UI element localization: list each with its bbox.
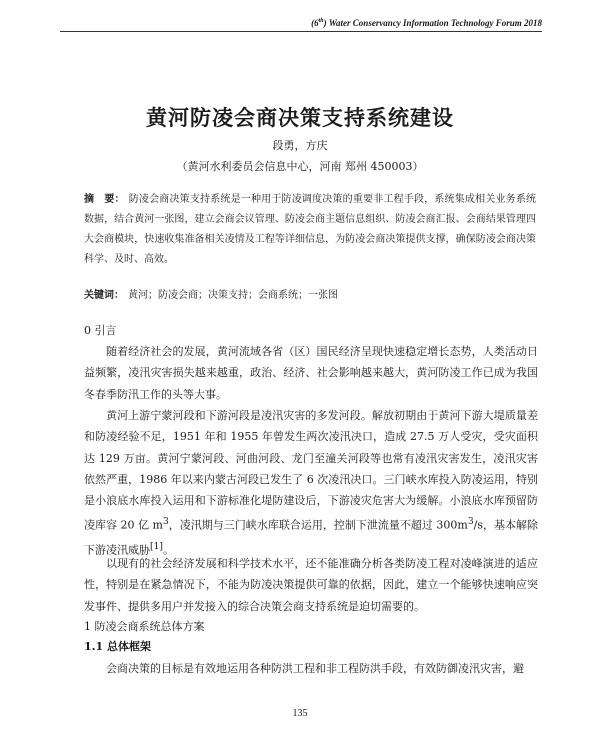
citation-ref: [1] [150,541,163,553]
section-heading-1: 1 防凌会商系统总体方案 [84,620,205,633]
keywords-text: 黄河；防凌会商；决策支持；会商系统；一张图 [128,290,338,301]
paragraph-2: 黄河上游宁蒙河段和下游河段是凌汛灾害的多发河段。解放初期由于黄河下游大堤质量差和防凌经验不足，1951 年和 1955 年曾发生两次凌汛决口，造成 27.5 万人受灾，受灾面积达 129 万亩。黄河宁蒙河段、河曲河段、龙门至潼关河段等也常有凌汛灾害发生，凌汛灾害依然严重，1986 年以来内蒙古河段已发生了 6 次凌汛决口。三门峡水库投入防凌运用，特别是小浪底水库投入运用和下游标准化堤防建设后，下游凌灾危害大为缓解。小浪底水库预留防凌库容 20 亿 $m^3$，凌汛期与三门峡水库联合运用，控制下泄流量不超过 $300m^3/s$，基本解除下游凌汛威胁[1]。 [84,409,539,558]
paragraph-3: 以现有的社会经济发展和科学技术水平，还不能准确分析各类防凌工程对凌峰演进的适应性，特别是在紧急情况下，不能为防凌决策提供可靠的依据，因此，建立一个能够快速响应突发事件、提供多用户并发接入的综合决策会商支持系统是迫切需要的。 [84,557,538,613]
paragraph-1: 随着经济社会的发展，黄河流域各省（区）国民经济呈现快速稳定增长态势，人类活动日益频繁，凌汛灾害损失越来越重，政治、经济、社会影响越来越大，黄河防凌工作已成为我国冬春季防汛工作的头等大事。 [84,345,538,401]
paragraph-4: 会商决策的目标是有效地运用各种防洪工程和非工程防洪手段，有效防御凌汛灾害，避 [106,662,524,675]
subsection-heading-1-1: 1.1 总体框架 [84,640,151,653]
page-number: 135 [292,708,308,719]
abstract-label: 摘 要： [84,194,125,205]
keywords [84,288,536,304]
abstract-text: 防凌会商决策支持系统是一种用于防凌调度决策的重要非工程手段，系统集成相关业务系统数据，结合黄河一张图，建立会商会议管理、防凌会商主题信息组织、防凌会商汇报、会商结果管理四大会商模块，快速收集准备相关凌情及工程等详细信息，为防凌会商决策提供支撑，确保防凌会商决策科学、及时、高效。 [84,194,537,265]
section-heading-intro: 0 引言 [84,324,117,337]
authors: 段勇，方庆 [272,139,328,152]
paper-title: 黄河防凌会商决策支持系统建设 [146,105,454,130]
abstract [84,190,536,270]
affiliation: （黄河水利委员会信息中心，河南 郑州 450003） [176,160,424,173]
keywords-label: 关键词： [84,290,124,301]
running-header: (6th) Water Conservancy Information Technology Forum 2018 [60,18,542,32]
